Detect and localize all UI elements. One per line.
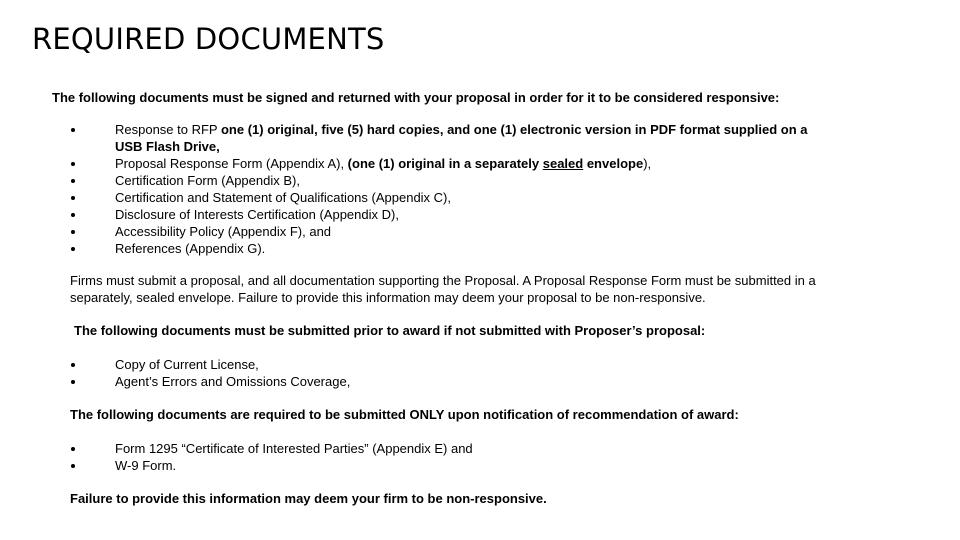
list-item [71,206,808,223]
list-item [71,356,350,373]
paragraph-line: separately, sealed envelope. Failure to provide this information may deem your proposal to be non-responsive. [70,290,706,305]
notification-heading: The following documents are required to be submitted ONLY upon notification of recommendation of award: [70,407,739,422]
list-item [71,155,808,172]
item-text: Response to RFP [115,122,221,137]
item-text: Copy of Current License, [115,357,259,372]
item-text: Disclosure of Interests Certification (Appendix D), [115,207,399,222]
list-item [71,172,808,189]
item-text-bold: USB Flash Drive, [115,139,220,154]
list-item [71,121,808,155]
list-item [71,223,808,240]
item-text-bold: (one (1) original in a separately [347,156,543,171]
signed-documents-list [71,121,808,257]
item-text: W-9 Form. [115,458,177,473]
item-text-bold: one (1) original, five (5) hard copies, and one (1) electronic version in PDF format supplied on a [220,122,808,137]
list-item [71,373,350,390]
item-text: References (Appendix G). [115,241,266,256]
page-title: REQUIRED DOCUMENTS [32,22,385,56]
list-item [71,240,808,257]
item-text: Agent’s Errors and Omissions Coverage, [115,374,351,389]
firms-paragraph [70,272,816,306]
list-item [71,457,473,474]
list-item [71,440,473,457]
item-text: ), [643,156,652,171]
item-text: Certification Form (Appendix B), [115,173,300,188]
list-item [71,189,808,206]
closing-statement: Failure to provide this information may deem your firm to be non-responsive. [70,491,547,506]
item-text: Proposal Response Form (Appendix A), [115,156,348,171]
prior-award-list [71,356,350,390]
intro-heading: The following documents must be signed and returned with your proposal in order for it to be considered responsive: [52,90,780,105]
notification-list [71,440,473,474]
paragraph-line: Firms must submit a proposal, and all documentation supporting the Proposal. A Proposal Response Form must be submitted in a [70,273,816,288]
prior-award-heading: The following documents must be submitted prior to award if not submitted with Proposer’s proposal: [74,323,706,338]
item-text-underlined: sealed [542,156,584,171]
item-text-bold: envelope [583,156,644,171]
item-text: Accessibility Policy (Appendix F), and [115,224,332,239]
item-text: Form 1295 “Certificate of Interested Parties” (Appendix E) and [115,441,473,456]
item-text: Certification and Statement of Qualifications (Appendix C), [115,190,452,205]
